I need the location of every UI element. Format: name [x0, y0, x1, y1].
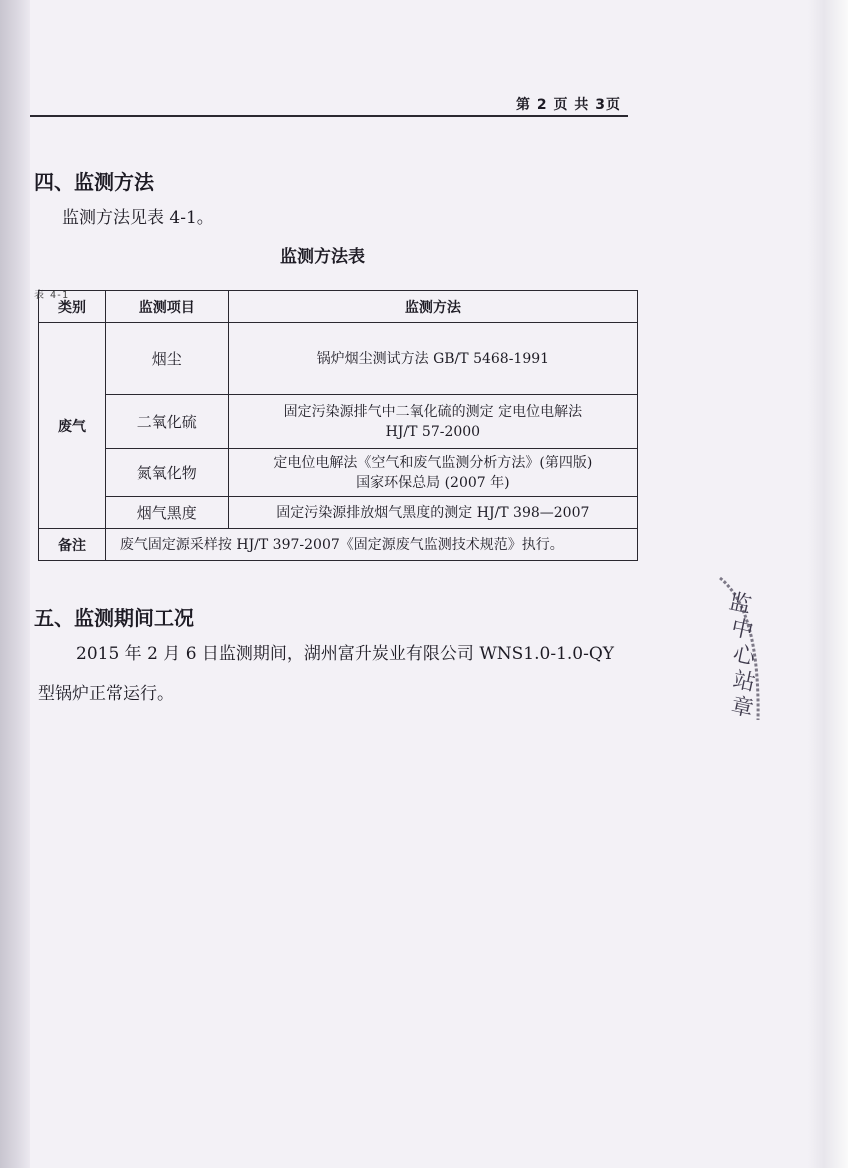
method-line: 固定污染源排气中二氧化硫的测定 定电位电解法	[283, 403, 583, 420]
table-note-row	[39, 529, 638, 561]
official-seal-stamp	[700, 570, 770, 730]
section-5-title: 五、监测期间工况	[34, 606, 194, 630]
category-cell: 废气	[39, 323, 106, 529]
section-4-intro: 监测方法见表 4-1。	[62, 208, 214, 228]
item-cell: 二氧化硫	[105, 395, 228, 449]
header-item: 监测项目	[105, 291, 228, 323]
method-cell	[228, 395, 637, 449]
svg-text:心: 心	[730, 641, 758, 671]
table-row	[39, 395, 638, 449]
section-4-title: 四、监测方法	[34, 170, 154, 194]
table-header-row	[39, 291, 638, 323]
table-row	[39, 497, 638, 529]
method-line: 定电位电解法《空气和废气监测分析方法》(第四版)	[273, 454, 593, 471]
method-line: 锅炉烟尘测试方法 GB/T 5468-1991	[316, 350, 550, 367]
table-row	[39, 323, 638, 395]
note-text: 废气固定源采样按 HJ/T 397-2007《固定源废气监测技术规范》执行。	[105, 529, 637, 561]
table-row	[39, 449, 638, 497]
page-number-header: 第 2 页 共 3页	[516, 97, 621, 113]
scan-left-shadow	[0, 0, 30, 1168]
item-cell: 氮氧化物	[105, 449, 228, 497]
monitoring-methods-table	[38, 290, 638, 561]
scan-right-edge	[808, 0, 848, 1168]
method-line: HJ/T 57-2000	[385, 423, 481, 440]
method-cell	[228, 323, 637, 395]
svg-text:监: 监	[726, 589, 754, 619]
method-line: 固定污染源排放烟气黑度的测定 HJ/T 398—2007	[276, 504, 590, 521]
table-title: 监测方法表	[280, 247, 365, 267]
method-line: 国家环保总局 (2007 年)	[356, 474, 510, 491]
svg-text:站: 站	[730, 667, 758, 697]
method-cell	[228, 497, 637, 529]
item-cell: 烟气黑度	[105, 497, 228, 529]
header-rule	[30, 115, 628, 117]
header-category: 类别	[39, 291, 106, 323]
section-5-line-2: 型锅炉正常运行。	[38, 684, 174, 704]
svg-text:章: 章	[728, 693, 756, 723]
table-number: 表 4-1	[34, 290, 69, 301]
method-cell	[228, 449, 637, 497]
item-cell: 烟尘	[105, 323, 228, 395]
section-5-line-1: 2015 年 2 月 6 日监测期间，湖州富升炭业有限公司 WNS1.0-1.0-QY	[76, 644, 615, 664]
header-method: 监测方法	[228, 291, 637, 323]
note-label: 备注	[39, 529, 106, 561]
svg-text:中: 中	[728, 615, 756, 645]
